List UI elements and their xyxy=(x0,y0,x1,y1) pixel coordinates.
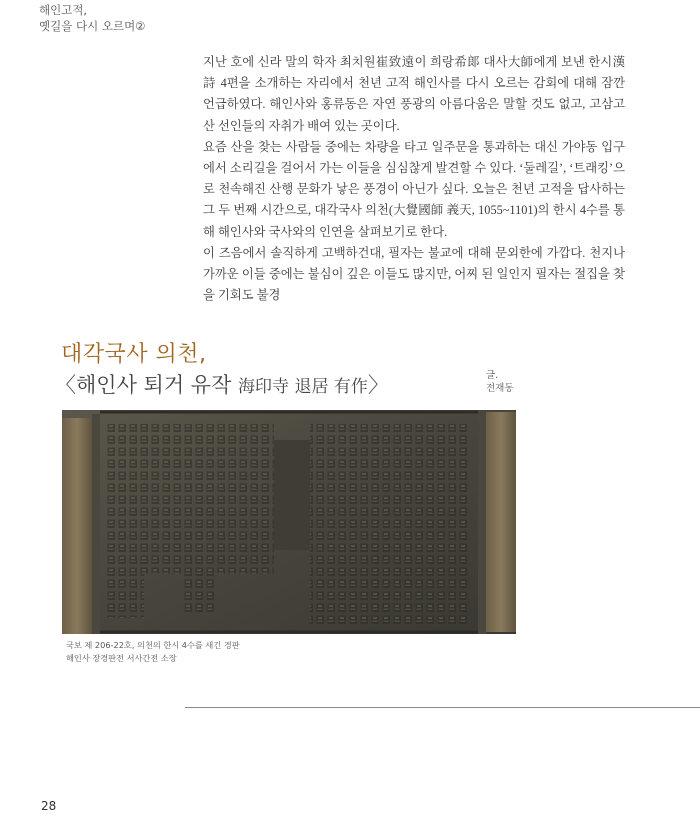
woodblock-text-area-mid xyxy=(184,574,214,614)
caption-line-1: 국보 제 206-22호, 의천의 한시 4수를 새긴 경판 xyxy=(66,640,240,650)
byline-label: 글. xyxy=(486,370,499,381)
article-body xyxy=(203,52,625,306)
subtitle-hanja: 海印寺 退居 有作 xyxy=(238,377,368,397)
paragraph-2: 요즘 산을 찾는 사람들 중에는 차량을 타고 일주문을 통과하는 대신 가야동 입구에서 소리길을 걸어서 가는 이들을 심심찮게 발견할 수 있다. ‘둘레길’, ‘트래킹’으로 천속해진 산행 문화가 낳은 풍경이 아닌가 싶다. 오늘은 천년 고적을 답사하는 그 두 번째 시간으로, 대각국사 의천(大覺國師 義天, 1055~1101)의 한시 4수를 통해 해인사와 국사와의 인연을 살펴보기로 한다. xyxy=(203,139,625,239)
woodblock-inner-edge-left xyxy=(92,414,100,634)
woodblock-text-area-right xyxy=(310,424,470,624)
photo-caption xyxy=(66,639,240,665)
woodblock-text-area-left xyxy=(104,424,274,574)
caption-line-2: 해인사 장경판전 서사간전 소장 xyxy=(66,653,177,663)
section-subtitle xyxy=(55,369,389,399)
woodblock-left-end xyxy=(62,418,92,634)
running-header xyxy=(39,2,146,34)
header-line-1: 해인고적, xyxy=(39,3,88,17)
byline-author: 전재동 xyxy=(486,383,514,394)
subtitle-korean: 〈해인사 퇴거 유작 xyxy=(55,373,232,397)
paragraph-3: 이 즈음에서 솔직하게 고백하건대, 필자는 불교에 대해 문외한에 가깝다. 천지나 가까운 이들 중에는 불심이 깊은 이들도 많지만, 어찌 된 일인지 필자는 절집을 찾을 기회도 불경 xyxy=(203,245,625,303)
woodblock-text-area-lower xyxy=(104,574,144,618)
header-line-2: 옛길을 다시 오르며② xyxy=(39,19,146,33)
paragraph-1: 지난 호에 신라 말의 학자 최치원崔致遠이 희랑希郞 대사大師에게 보낸 한시漢詩 4편을 소개하는 자리에서 천년 고적 해인사를 다시 오르는 감회에 대해 잠깐 언급하였다. 해인사와 홍류동은 자연 풍광의 아름다움은 말할 것도 없고, 고삼고산 선인들의 자취가 배여 있는 곳이다. xyxy=(203,55,625,133)
section-title: 대각국사 의천, xyxy=(61,342,207,367)
woodblock-blank-notch xyxy=(274,440,310,550)
woodblock-photo xyxy=(62,410,516,634)
page-number: 28 xyxy=(41,799,57,813)
byline xyxy=(486,369,514,395)
woodblock-right-end xyxy=(486,412,516,632)
woodblock-inner-edge-right xyxy=(478,414,486,634)
horizontal-rule xyxy=(185,707,700,708)
subtitle-close-bracket: 〉 xyxy=(367,373,389,397)
